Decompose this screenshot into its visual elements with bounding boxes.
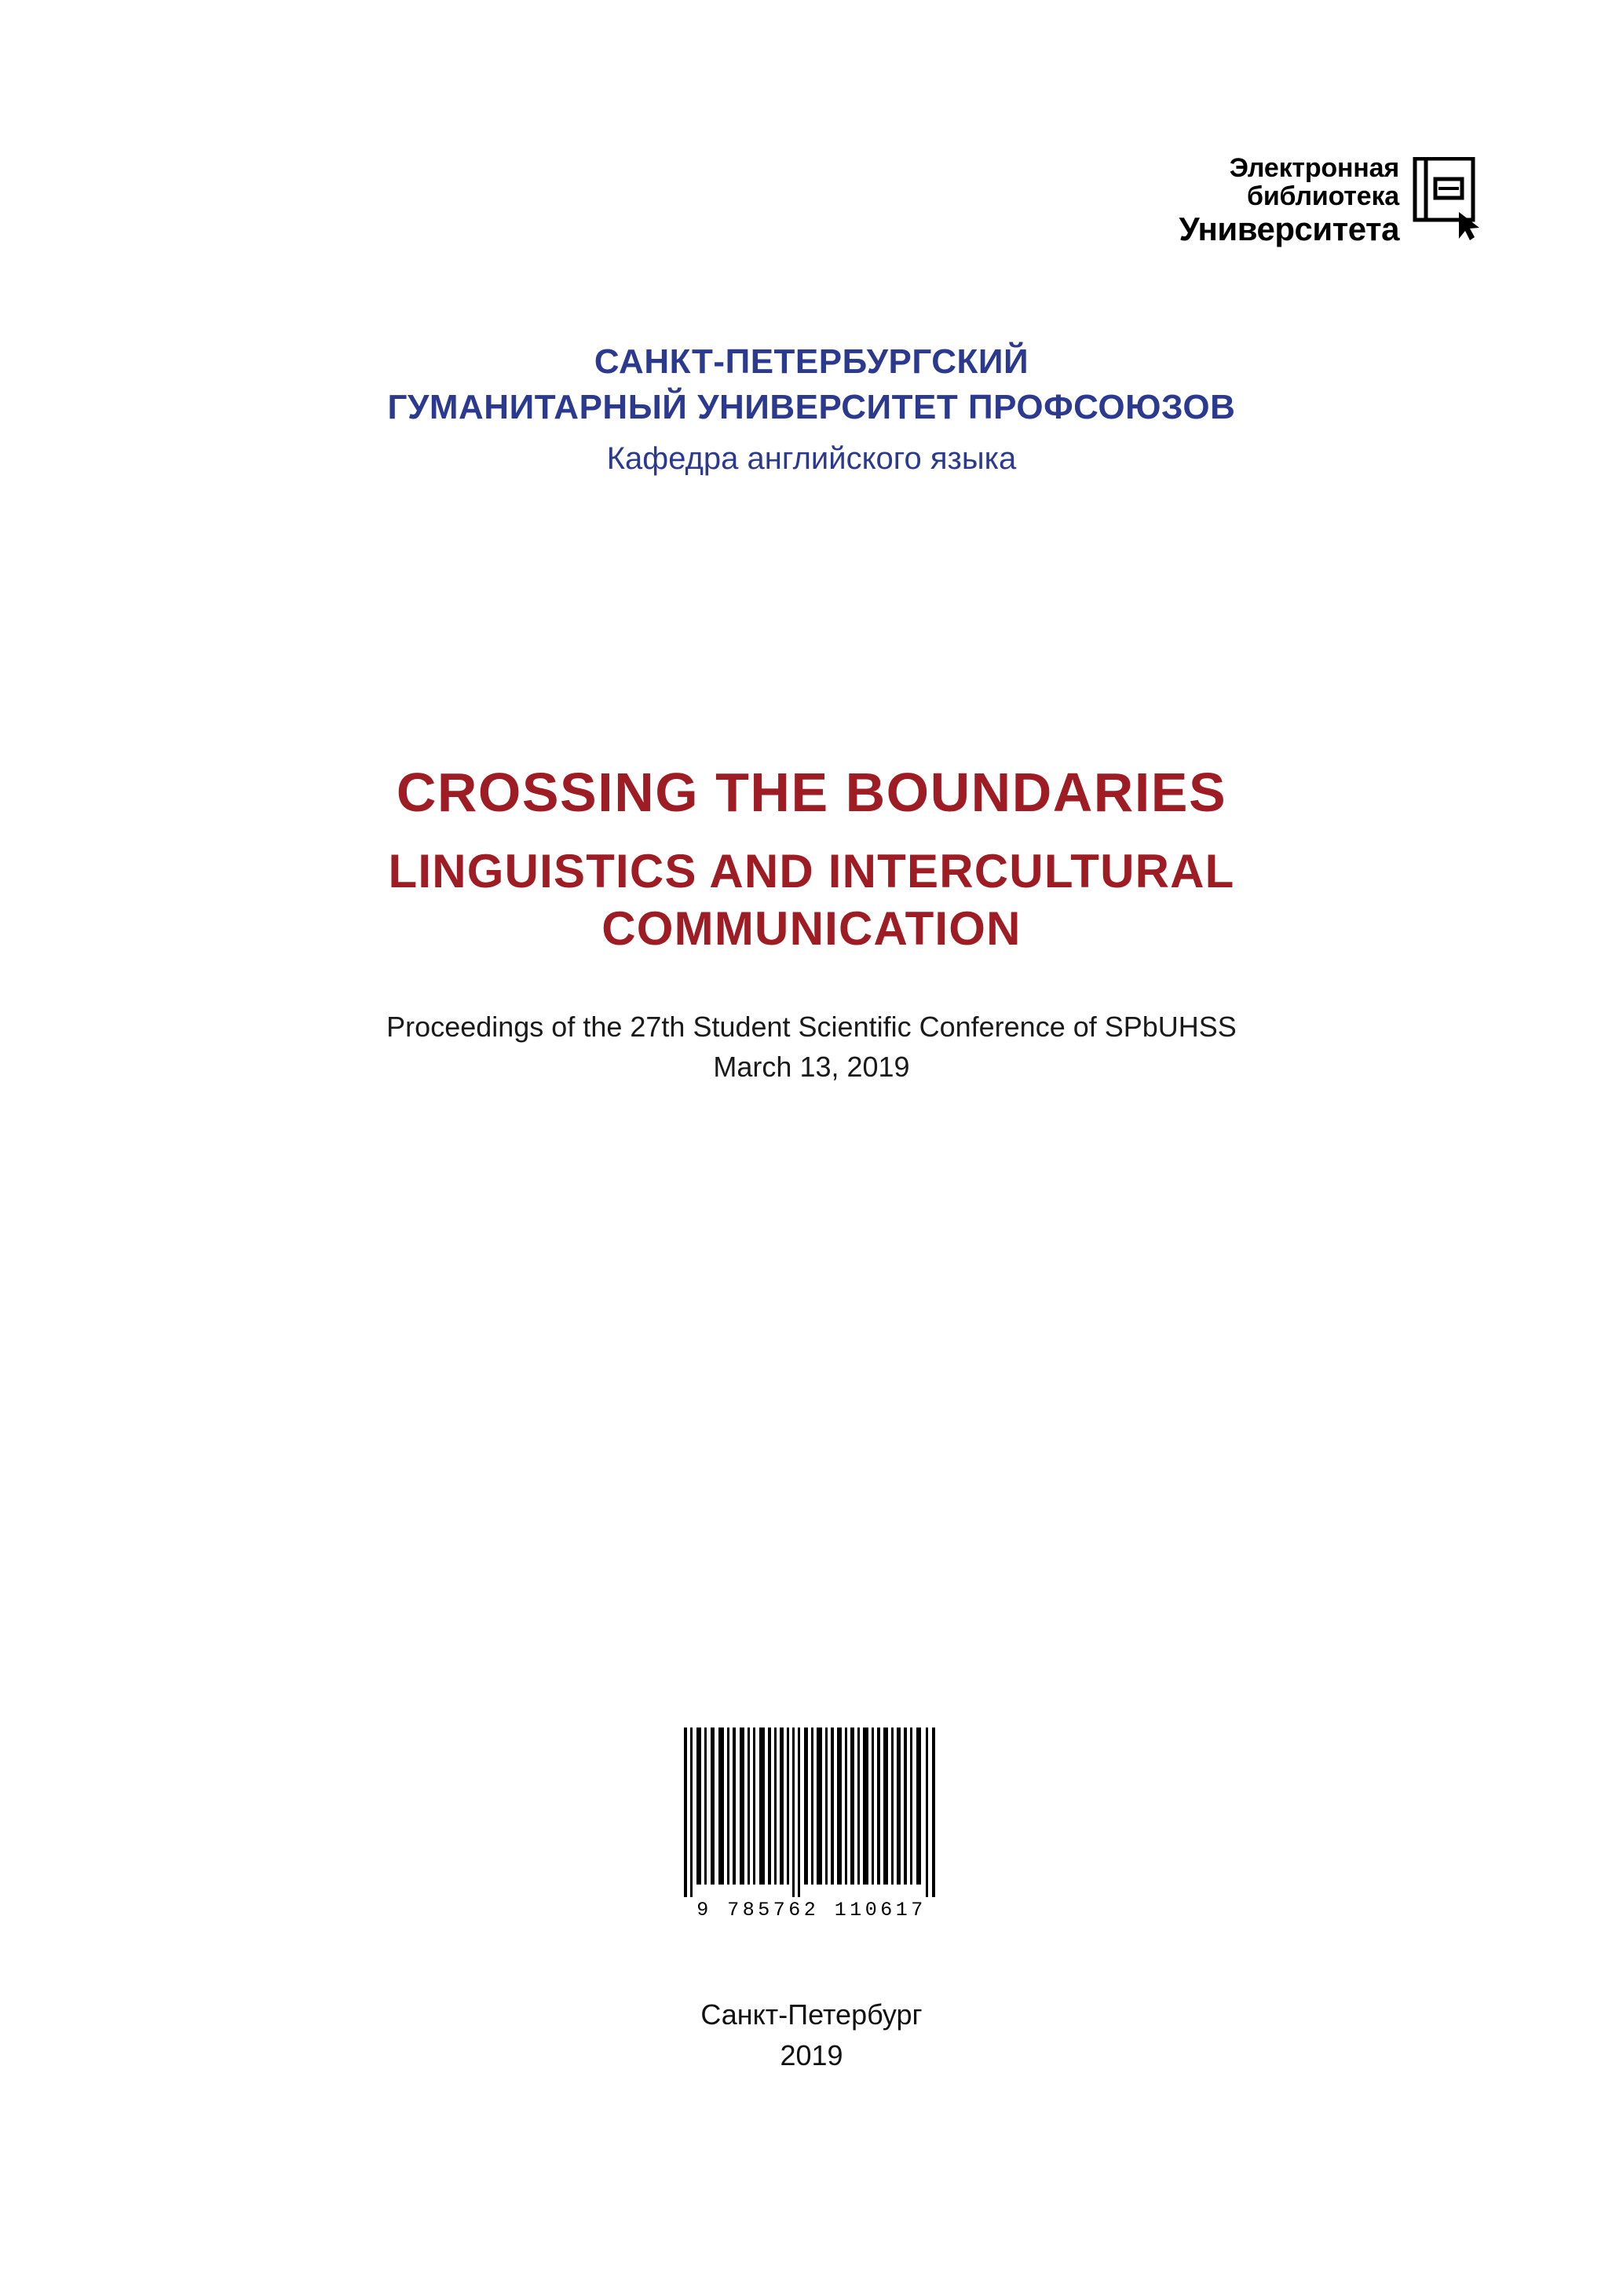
barcode-bars: [682, 1727, 941, 1897]
mouse-pointer-icon: [1459, 212, 1479, 240]
e-library-book-icon: [1410, 157, 1486, 243]
e-library-logo-text: [1179, 154, 1399, 247]
publication-year: 2019: [780, 2039, 843, 2072]
logo-line-1: Электронная: [1229, 153, 1399, 183]
title-sub-line-2: COMMUNICATION: [601, 901, 1022, 955]
proceedings-line-1: Proceedings of the 27th Student Scientific Conference of SPbUHSS: [386, 1011, 1237, 1043]
title-main-line: CROSSING THE BOUNDARIES: [396, 762, 1227, 823]
title-sub-line-1: LINGUISTICS AND INTERCULTURAL: [388, 844, 1235, 898]
publication-place-year: [0, 1994, 1623, 2076]
e-library-logo: [1179, 154, 1486, 247]
logo-line-3: Университета: [1179, 210, 1399, 248]
isbn-barcode: [671, 1727, 953, 1921]
book-title: [0, 760, 1623, 957]
publication-city: Санкт-Петербург: [700, 1998, 923, 2031]
proceedings-info: [0, 1007, 1623, 1087]
department-name: Кафедра английского языка: [606, 441, 1017, 477]
barcode-digits: 9 785762 110617: [696, 1899, 927, 1921]
university-name-line-2: ГУМАНИТАРНЫЙ УНИВЕРСИТЕТ ПРОФСОЮЗОВ: [387, 388, 1236, 427]
university-name-line-1: САНКТ-ПЕТЕРБУРГСКИЙ: [594, 342, 1029, 381]
proceedings-line-2: March 13, 2019: [713, 1051, 910, 1084]
university-heading: [0, 339, 1623, 482]
logo-line-2: библиотека: [1247, 181, 1399, 212]
